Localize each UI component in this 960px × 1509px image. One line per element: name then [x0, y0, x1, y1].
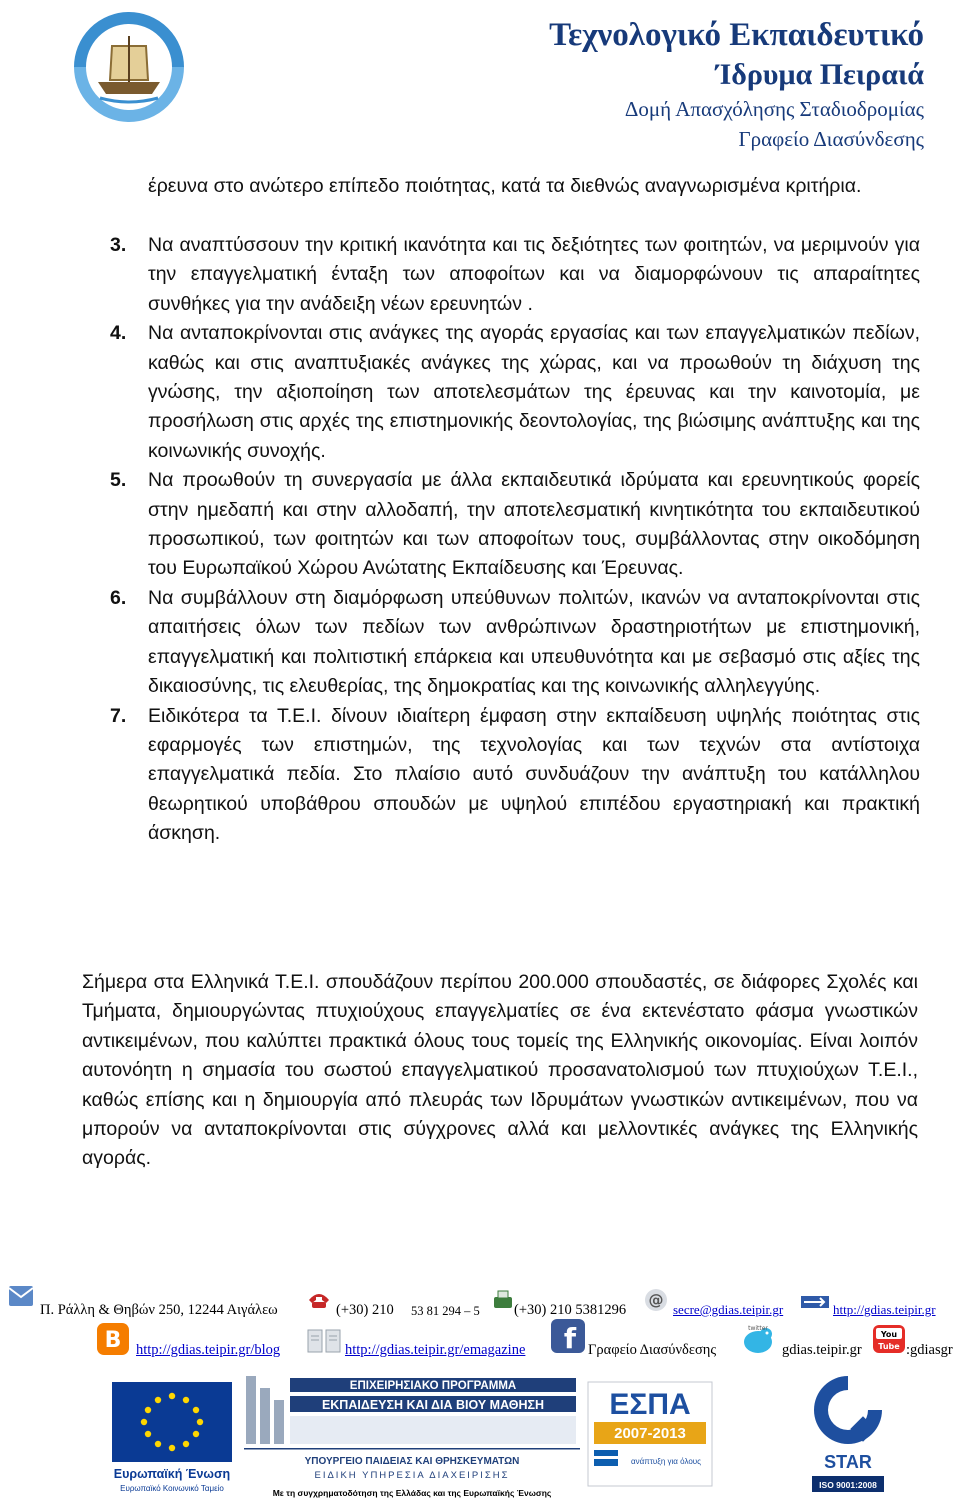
telephone-icon	[306, 1288, 332, 1310]
office-name: Γραφείο Διασύνδεσης	[738, 127, 924, 151]
list-item-text: Να προωθούν τη συνεργασία με άλλα εκπαιδευτικά ιδρύματα και ερευνητικούς φορείς στην ημεδαπή και στην αλλοδαπή, την αποτελεσματική κινητικότητα του εκπαιδευτικού προσωπικού, των φοιτητών και των αποφοίτων τους, συμβάλλοντας στην οικοδόμηση του Ευρωπαϊκού Χώρου Ανώτατης Εκπαίδευσης και Έρευνας.	[148, 469, 920, 580]
programme-line2: ΕΚΠΑΙΔΕΥΣΗ ΚΑΙ ΔΙΑ ΒΙΟΥ ΜΑΘΗΣΗ	[321, 1398, 545, 1412]
ministry-name: ΥΠΟΥΡΓΕΙΟ ΠΑΙΔΕΙΑΣ ΚΑΙ ΘΡΗΣΚΕΥΜΑΤΩΝ	[304, 1456, 520, 1467]
footer-facebook: Γραφείο Διασύνδεσης	[588, 1342, 717, 1358]
emagazine-link[interactable]: http://gdias.teipir.gr/emagazine	[345, 1342, 526, 1358]
institution-name-line1: Τεχνολογικό Εκπαιδευτικό	[549, 17, 924, 53]
footer-fax: (+30) 210 5381296	[514, 1302, 627, 1318]
list-item	[110, 231, 920, 319]
fax-icon	[492, 1290, 514, 1310]
mail-envelope-icon	[8, 1285, 34, 1307]
at-sign-icon	[644, 1288, 668, 1312]
espa-years: 2007-2013	[614, 1425, 686, 1442]
list-item-text: Να συμβάλλουν στη διαμόρφωση υπεύθυνων πολιτών, ικανών να ανταποκρίνονται στις απαιτήσεις όλων των πεδίων των ανθρώπινων δραστηριοτήτων με επιστημονική, επαγγελματική και πολιτιστική επάρκεια και υπευθυνότητα και με σεβασμό στις αξίες της δικαιοσύνης, τις ελευθερίας, της δημοκρατίας και της κοινωνικής αλληλεγγύης.	[148, 586, 920, 698]
programme-line1: ΕΠΙΧΕΙΡΗΣΙΑΚΟ ΠΡΟΓΡΑΜΜΑ	[349, 1380, 517, 1392]
eu-logo	[110, 1378, 234, 1496]
institution-name-line2: Ίδρυμα Πειραιά	[715, 58, 924, 91]
institution-logo	[68, 6, 190, 128]
footer-blog-link[interactable]	[136, 1342, 280, 1359]
continuation-text: έρευνα στο ανώτερο επίπεδο ποιότητας, κατά τα διεθνώς αναγνωρισμένα κριτήρια.	[148, 175, 862, 197]
svg-text:B: B	[104, 1328, 122, 1353]
list-item	[110, 319, 920, 466]
footer-youtube: :gdiasgr	[906, 1342, 953, 1358]
footer-twitter: gdias.teipir.gr	[782, 1342, 862, 1358]
svg-text:You: You	[880, 1330, 898, 1339]
web-link-icon	[800, 1294, 830, 1310]
svg-text:twitter: twitter	[748, 1325, 768, 1332]
managing-service: ΕΙΔΙΚΗ ΥΠΗΡΕΣΙΑ ΔΙΑΧΕΙΡΙΣΗΣ	[314, 1470, 510, 1481]
eu-name: Ευρωπαϊκή Ένωση	[113, 1467, 231, 1481]
objectives-list	[110, 231, 920, 849]
espa-tagline: ανάπτυξη για όλους	[630, 1457, 702, 1466]
footer-email-link[interactable]	[673, 1302, 783, 1318]
list-item-number: 5.	[110, 469, 127, 492]
closing-paragraph: Σήμερα στα Ελληνικά Τ.Ε.Ι. σπουδάζουν περίπου 200.000 σπουδαστές, σε διάφορες Σχολές και Τμήματα, δημιουργώντας πτυχιούχους επαγγελματίες σε ένα εκτενέστατο φάσμα γνωστικών αντικειμένων, που καλύπτει πρακτικά όλους τους τομείς της Ελληνικής οικονομίας. Είναι λοιπόν αυτονόητη η σημασία του σωστού επαγγελματικού προσανατολισμού των πτυχιούχων Τ.Ε.Ι., καθώς επίσης και η δημιουργία από πλευράς των Ιδρυμάτων γνωστικών αντικειμένων, που να μπορούν να ανταποκρίνονται στις σύγχρονες αλλά και μελλοντικές ανάγκες της Ελληνικής αγοράς.	[82, 971, 918, 1170]
emagazine-icon	[306, 1326, 342, 1356]
list-item	[110, 466, 920, 584]
facebook-icon	[550, 1318, 586, 1354]
list-item-text: Ειδικότερα τα Τ.Ε.Ι. δίνουν ιδιαίτερη έμφαση στην εκπαίδευση υψηλής ποιότητας στις εφαρμογές των επιστημών, της τεχνολογίας και των τεχνών στα αντίστοιχα επαγγελματικά πεδία. Στο πλαίσιο αυτό συνδυάζουν την ανάπτυξη του κατάλληλου θεωρητικού υποβάθρου σπουδών με υψηλού επιπέδου εργαστηριακή και πρακτική άσκηση.	[148, 704, 920, 845]
espa-logo	[586, 1380, 714, 1490]
footer-address: Π. Ράλλη & Θηβών 250, 12244 Αιγάλεω	[40, 1302, 278, 1318]
star-iso-logo	[808, 1372, 888, 1500]
logo-ship-hull	[98, 82, 160, 94]
blog-link[interactable]: http://gdias.teipir.gr/blog	[136, 1342, 281, 1358]
list-item	[110, 702, 920, 849]
eu-fund: Ευρωπαϊκό Κοινωνικό Ταμείο	[120, 1484, 224, 1493]
list-item-number: 3.	[110, 234, 127, 256]
department-name: Δομή Απασχόλησης Σταδιοδρομίας	[624, 97, 924, 121]
blogger-icon	[96, 1322, 130, 1356]
operational-programme-logo	[244, 1374, 580, 1502]
iso-cert: ISO 9001:2008	[819, 1480, 877, 1490]
footer-emagazine-link[interactable]	[345, 1342, 525, 1359]
list-item-number: 6.	[110, 586, 127, 609]
svg-text:f: f	[563, 1322, 577, 1354]
twitter-icon	[738, 1322, 778, 1356]
star-name: STAR	[824, 1452, 872, 1472]
footer-phone-digits: 53 81 294 – 5	[411, 1304, 480, 1318]
youtube-icon	[872, 1322, 906, 1356]
website-link[interactable]: http://gdias.teipir.gr	[833, 1302, 936, 1317]
footer-phone-code: (+30) 210	[336, 1302, 394, 1318]
cofunding-note: Με τη συγχρηματοδότηση της Ελλάδας και της Ευρωπαϊκής Ένωσης	[272, 1488, 552, 1498]
list-item-number: 4.	[110, 322, 127, 345]
svg-text:@: @	[648, 1291, 664, 1309]
list-item-number: 7.	[110, 704, 127, 727]
header-titles	[549, 14, 924, 154]
list-item	[110, 584, 920, 702]
footer-website-link[interactable]	[833, 1302, 936, 1318]
espa-title: ΕΣΠΑ	[609, 1388, 691, 1421]
email-link[interactable]: secre@gdias.teipir.gr	[673, 1302, 784, 1317]
svg-text:Tube: Tube	[878, 1342, 900, 1351]
list-item-text: Να αναπτύσσουν την κριτική ικανότητα και τις δεξιότητες των φοιτητών, να μεριμνούν για την επαγγελματική ένταξη των αποφοίτων και να διαμορφώνουν τις απαραίτητες συνθήκες για την ανάδειξη νέων ερευνητών .	[148, 234, 920, 315]
list-item-text: Να ανταποκρίνονται στις ανάγκες της αγοράς εργασίας και των επαγγελματικών πεδίων, καθώς και στις αναπτυξιακές ανάγκες της χώρας, και να προωθούν τη διάχυση της γνώσης, την αξιοποίηση των αποτελεσμάτων της έρευνας και την καινοτομία, με προσήλωση στις αρχές της επιστημονικής δεοντολογίας, της βιώσιμης ανάπτυξης και της κοινωνικής συνοχής.	[148, 322, 920, 462]
